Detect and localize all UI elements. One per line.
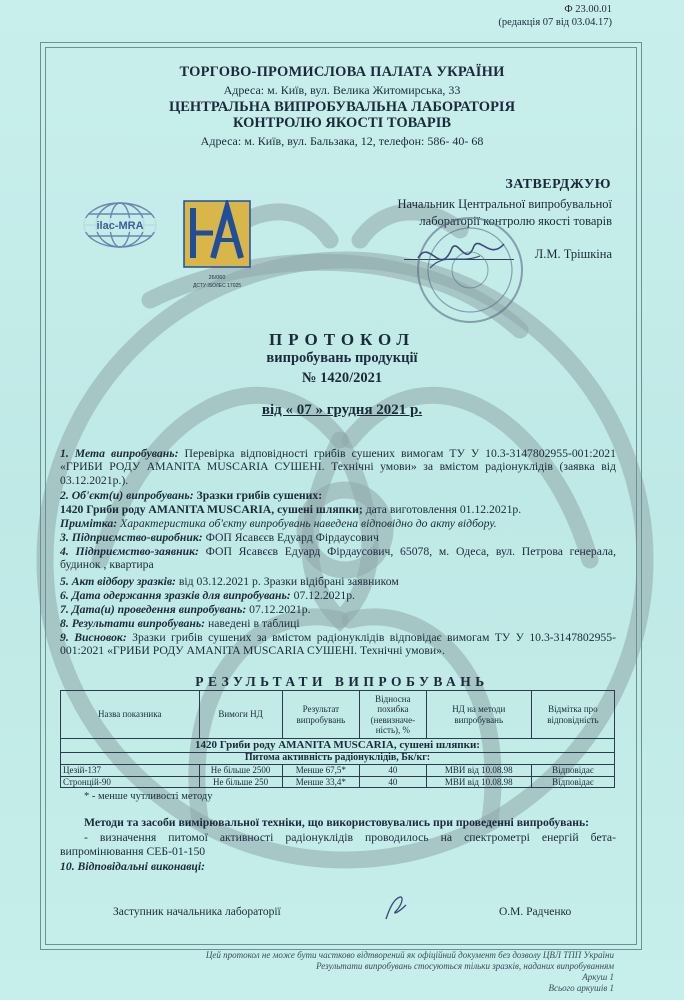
results-group-row — [61, 739, 615, 753]
results-title: РЕЗУЛЬТАТИ ВИПРОБУВАНЬ — [195, 674, 489, 689]
footer-sheet: Аркуш 1 — [582, 972, 614, 982]
section-note — [60, 517, 616, 530]
section-2-text: Зразки грибів сушених: — [193, 489, 323, 502]
section-1 — [60, 447, 616, 487]
accreditation-number: 26/060 — [208, 275, 226, 281]
cell-method: МВИ від 10.08.98 — [426, 776, 531, 788]
section-2-label: 2. Об'єкт(и) випробувань: — [60, 489, 194, 502]
approval-position-line1: Начальник Центральної випробувальної — [397, 197, 612, 211]
cell-result: Менше 33,4* — [282, 776, 360, 788]
methods-block — [60, 816, 616, 874]
section-6-label: 6. Дата одержання зразків для випробувань: — [60, 589, 291, 602]
section-1-label: 1. Мета випробувань: — [60, 447, 179, 460]
header-error: Відносна похибка (невизначе-ність), % — [360, 691, 426, 739]
note-text: Характеристика об'єкту випробувань наведена відповідно до акту відбору. — [117, 517, 497, 530]
header-conformity: Відмітка про відповідність — [531, 691, 614, 739]
footer-line-2: Результати випробувань стосуються тільки зразків, наданих випробуванням — [316, 961, 614, 971]
methods-title: Методи та засоби вимірювальної техніки, що використовувались при проведенні випробувань: — [84, 816, 590, 829]
approval-position-line2: лабораторії контролю якості товарів — [419, 214, 612, 228]
production-date: дата виготовлення 01.12.2021р. — [362, 503, 522, 516]
section-3-text: ФОП Ясавєєв Едуард Фірдаусович — [202, 531, 379, 544]
ilac-logo-text: ilac-MRA — [96, 220, 144, 232]
accreditation-logo — [183, 200, 251, 290]
cell-requirement: Не більше 2500 — [199, 765, 282, 777]
footer-total-sheets: Всього аркушів 1 — [548, 983, 614, 993]
header-method: НД на методи випробувань — [426, 691, 531, 739]
section-7-text: 07.12.2021р. — [246, 603, 311, 616]
section-5 — [60, 575, 616, 588]
section-9-label: 9. Висновок: — [60, 631, 127, 644]
org-chamber-address: Адреса: м. Київ, вул. Велика Житомирська, 33 — [223, 83, 461, 97]
cell-error: 40 — [360, 776, 426, 788]
section-6 — [60, 589, 616, 602]
footer-notes — [206, 950, 614, 994]
form-code-number: Ф 23.00.01 — [564, 4, 612, 15]
note-label: Примітка: — [60, 517, 118, 530]
section-4-text: ФОП Ясавєєв Едуард Фірдаусович, 65078, м. Одеса, вул. Петрова генерала, будинок , квартира — [60, 545, 617, 572]
results-subgroup-row — [61, 753, 615, 765]
section-5-label: 5. Акт відбору зразків: — [60, 575, 176, 588]
executor-position: Заступник начальника лабораторії — [113, 906, 281, 918]
protocol-subtitle: випробувань продукції — [266, 350, 418, 366]
section-1-text: Перевірка відповідності грибів сушених вимогам ТУ У 10.3-3147802955-001:2021 «ГРИБИ РОДУ AMANITA MUSCARIA СУШЕНІ. Технічні умови» за вмістом радіонуклідів (заявка від 03.12.2021р.). — [60, 447, 616, 487]
product-name: 1420 Гриби роду AMANITA MUSCARIA, сушені шляпки; — [60, 503, 363, 516]
protocol-title: ПРОТОКОЛ — [268, 330, 415, 349]
header-requirements: Вимоги НД — [199, 691, 282, 739]
cell-conformity: Відповідає — [531, 765, 614, 777]
methods-text: - визначення питомої активності радіонуклідів проводилось на спектрометрі енергій бета-випромінювання СЕБ-01-150 — [60, 830, 616, 858]
section-7 — [60, 603, 616, 616]
approver-name: Л.М. Трішкіна — [534, 247, 612, 261]
ilac-mra-logo — [80, 200, 160, 250]
executor-name: О.М. Радченко — [499, 906, 572, 918]
footer-line-1: Цей протокол не може бути частково відтворений як офіційний документ без дозволу ЦВЛ ТПП України — [205, 950, 614, 960]
section-7-label: 7. Дата(и) проведення випробувань: — [60, 603, 247, 616]
section-2-product — [60, 503, 616, 516]
section-5-text: від 03.12.2021 р. Зразки відібрані заявником — [175, 575, 399, 588]
table-row — [61, 765, 615, 777]
cell-conformity: Відповідає — [531, 776, 614, 788]
section-3-label: 3. Підприємство-виробник: — [60, 531, 203, 544]
approval-title: ЗАТВЕРДЖУЮ — [505, 177, 611, 192]
cell-indicator: Стронцій-90 — [61, 776, 200, 788]
results-table — [60, 690, 615, 788]
header-result: Результат випробувань — [282, 691, 360, 739]
form-revision: (редакція 07 від 03.04.17) — [498, 17, 612, 28]
section-9-text: Зразки грибів сушених за вмістом радіонуклідів відповідає вимогам ТУ У 10.3-3147802955-001:2021 «ГРИБИ РОДУ AMANITA MUSCARIA СУШЕНІ. Технічні умови». — [60, 631, 617, 658]
section-9 — [60, 631, 616, 658]
section-3 — [60, 531, 616, 544]
section-10-label: 10. Відповідальні виконавці: — [60, 859, 206, 873]
protocol-date: від « 07 » грудня 2021 р. — [261, 402, 423, 418]
section-8 — [60, 617, 616, 630]
section-8-text: наведені в таблиці — [205, 617, 300, 630]
results-group: 1420 Гриби роду AMANITA MUSCARIA, сушені шляпки: — [61, 739, 615, 753]
lab-address: Адреса: м. Київ, вул. Бальзака, 12, телефон: 586- 40- 68 — [200, 134, 484, 148]
section-4-label: 4. Підприємство-заявник: — [60, 545, 199, 558]
section-6-text: 07.12.2021р. — [290, 589, 355, 602]
cell-error: 40 — [360, 765, 426, 777]
protocol-number: № 1420/2021 — [301, 370, 383, 386]
lab-name-line1: ЦЕНТРАЛЬНА ВИПРОБУВАЛЬНА ЛАБОРАТОРІЯ — [168, 99, 516, 115]
official-stamp — [400, 208, 532, 328]
results-footnote: * - менше чутливості методу — [84, 791, 213, 802]
table-row — [61, 776, 615, 788]
section-8-label: 8. Результати випробувань: — [60, 617, 206, 630]
section-4 — [60, 545, 616, 572]
results-subgroup: Питома активність радіонуклідів, Бк/кг: — [61, 753, 615, 765]
cell-requirement: Не більше 250 — [199, 776, 282, 788]
results-header-row — [61, 691, 615, 739]
section-2 — [60, 489, 616, 502]
header-indicator: Назва показника — [61, 691, 200, 739]
cell-result: Менше 67,5* — [282, 765, 360, 777]
lab-name-line2: КОНТРОЛЮ ЯКОСТІ ТОВАРІВ — [232, 115, 452, 131]
org-chamber-name: ТОРГОВО-ПРОМИСЛОВА ПАЛАТА УКРАЇНИ — [179, 64, 505, 80]
cell-indicator: Цезій-137 — [61, 765, 200, 777]
form-code — [498, 3, 612, 29]
cell-method: МВИ від 10.08.98 — [426, 765, 531, 777]
executor-signature — [380, 893, 414, 923]
accreditation-standard: ДСТУ ISO/IEC 17025 — [192, 283, 242, 289]
